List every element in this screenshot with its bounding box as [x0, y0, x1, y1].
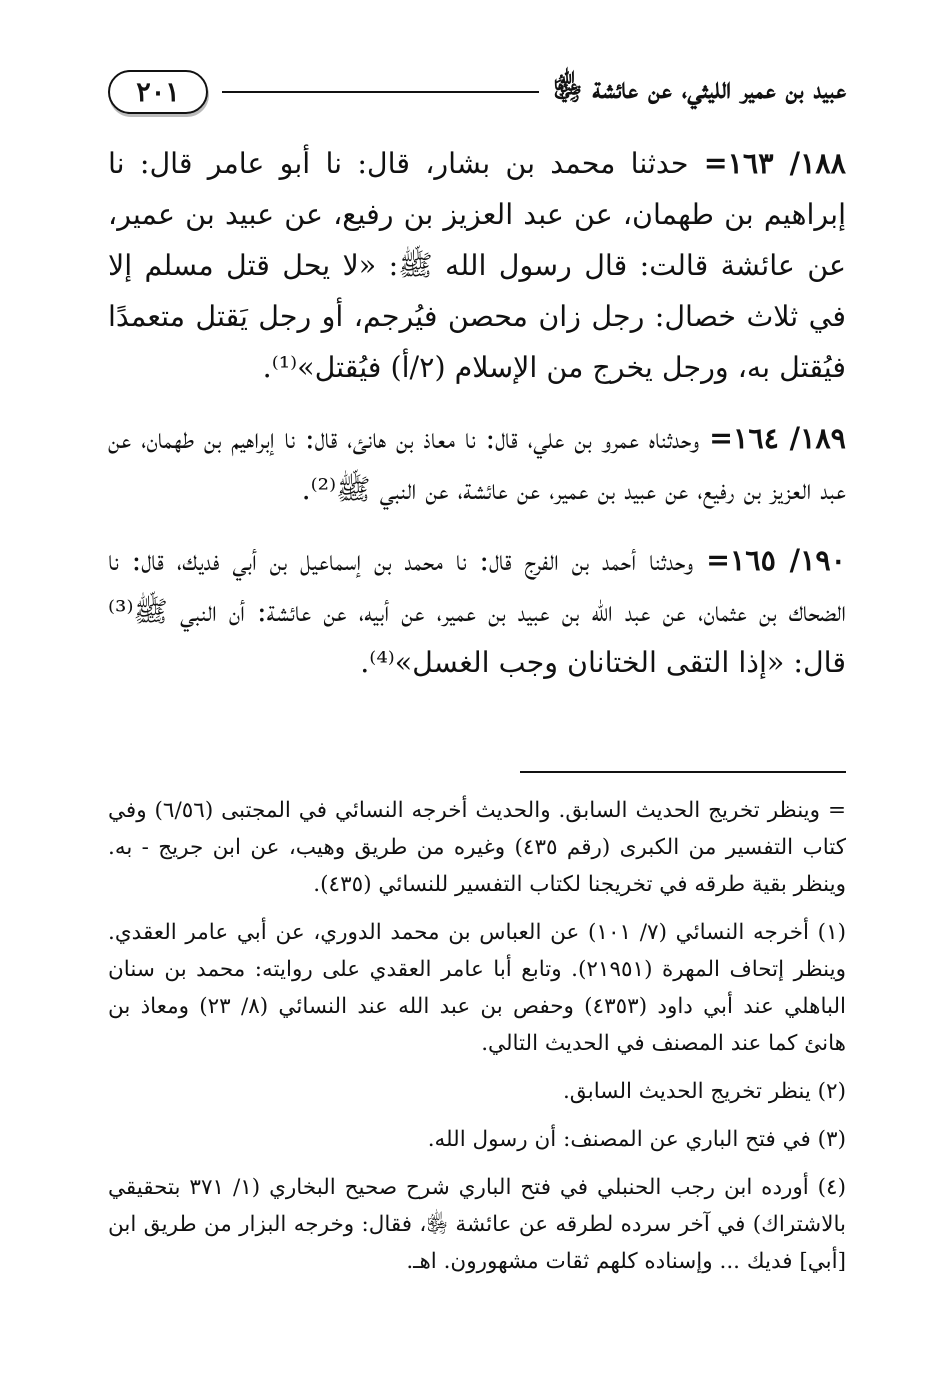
hadith-189	[108, 413, 846, 515]
hadith-number: ١٨٩/ ١٦٤=	[709, 421, 846, 455]
page-header	[108, 62, 846, 122]
hadith-text: وحدثنا أحمد بن الفرج قال: نا محمد بن إسماعيل بن أبي فديك، قال: نا الضحاك بن عثمان، عن عبد الله بن عبيد بن عمير، عن أبيه، عن عائشة: أن النبي ﷺ⁽³⁾ قال: «إذا التقى الختانان وجب الغسل»⁽⁴⁾.	[108, 544, 846, 679]
hadith-190	[108, 535, 846, 688]
hadith-number: ١٨٨/ ١٦٣=	[703, 146, 846, 180]
header-rule	[222, 91, 539, 93]
running-title: عبيد بن عمير الليثي، عن عائشة ﵂	[553, 71, 846, 105]
hadith-text: وحدثناه عمرو بن علي، قال: نا معاذ بن هانئ، قال: نا إبراهيم بن طهمان، عن عبد العزيز بن رفيع، عن عبيد بن عمير، عن عائشة، عن النبي ﷺ⁽²⁾.	[108, 422, 846, 506]
footnotes	[108, 792, 846, 1291]
footnote-3: (٣) في فتح الباري عن المصنف: أن رسول الله.	[427, 1127, 846, 1152]
hadith-188	[108, 138, 846, 393]
hadith-text: حدثنا محمد بن بشار، قال: نا أبو عامر قال: نا إبراهيم بن طهمان، عن عبد العزيز بن رفيع، عن عبيد بن عمير، عن عائشة قالت: قال رسول الله ﷺ: «لا يحل قتل مسلم إلا في ثلاث خصال: رجل زان محصن فيُرجم، أو رجل يَقتل متعمدًا فيُقتل به، ورجل يخرج من الإسلام (٢/أ) فيُقتل»⁽¹⁾.	[108, 147, 846, 384]
main-text	[108, 138, 846, 708]
footnote-1: (١) أخرجه النسائي (٧/ ١٠١) عن العباس بن محمد الدوري، عن أبي عامر العقدي. وينظر إتحاف المهرة (٢١٩٥١). وتابع أبا عامر العقدي على روايته: محمد بن سنان الباهلي عند أبي داود (٤٣٥٣) وحفص بن عبد الله عند النسائي (٨/ ٢٣) ومعاذ بن هانئ كما عند المصنف في الحديث التالي.	[108, 920, 847, 1056]
footnote-continuation: = وينظر تخريج الحديث السابق. والحديث أخرجه النسائي في المجتبى (٦/٥٦) وفي كتاب التفسير من الكبرى (رقم ٤٣٥) وغيره من طريق وهيب، عن ابن جريج - به. وينظر بقية طرقه في تخريجنا لكتاب التفسير للنسائي (٤٣٥).	[108, 798, 847, 897]
footnote-4: (٤) أورده ابن رجب الحنبلي في فتح الباري شرح صحيح البخاري (١/ ٣٧١ بتحقيقي بالاشتراك) في آخر سرده لطرقه عن عائشة ﵂، فقال: وخرجه البزار من طريق ابن [أبي] فديك ... وإسناده كلهم ثقات مشهورون. اهـ.	[108, 1175, 846, 1274]
footnote-2: (٢) ينظر تخريج الحديث السابق.	[562, 1079, 846, 1104]
footnote-separator	[520, 771, 846, 773]
hadith-number: ١٩٠/ ١٦٥=	[706, 543, 846, 577]
page-number: ٢٠١	[108, 70, 208, 114]
